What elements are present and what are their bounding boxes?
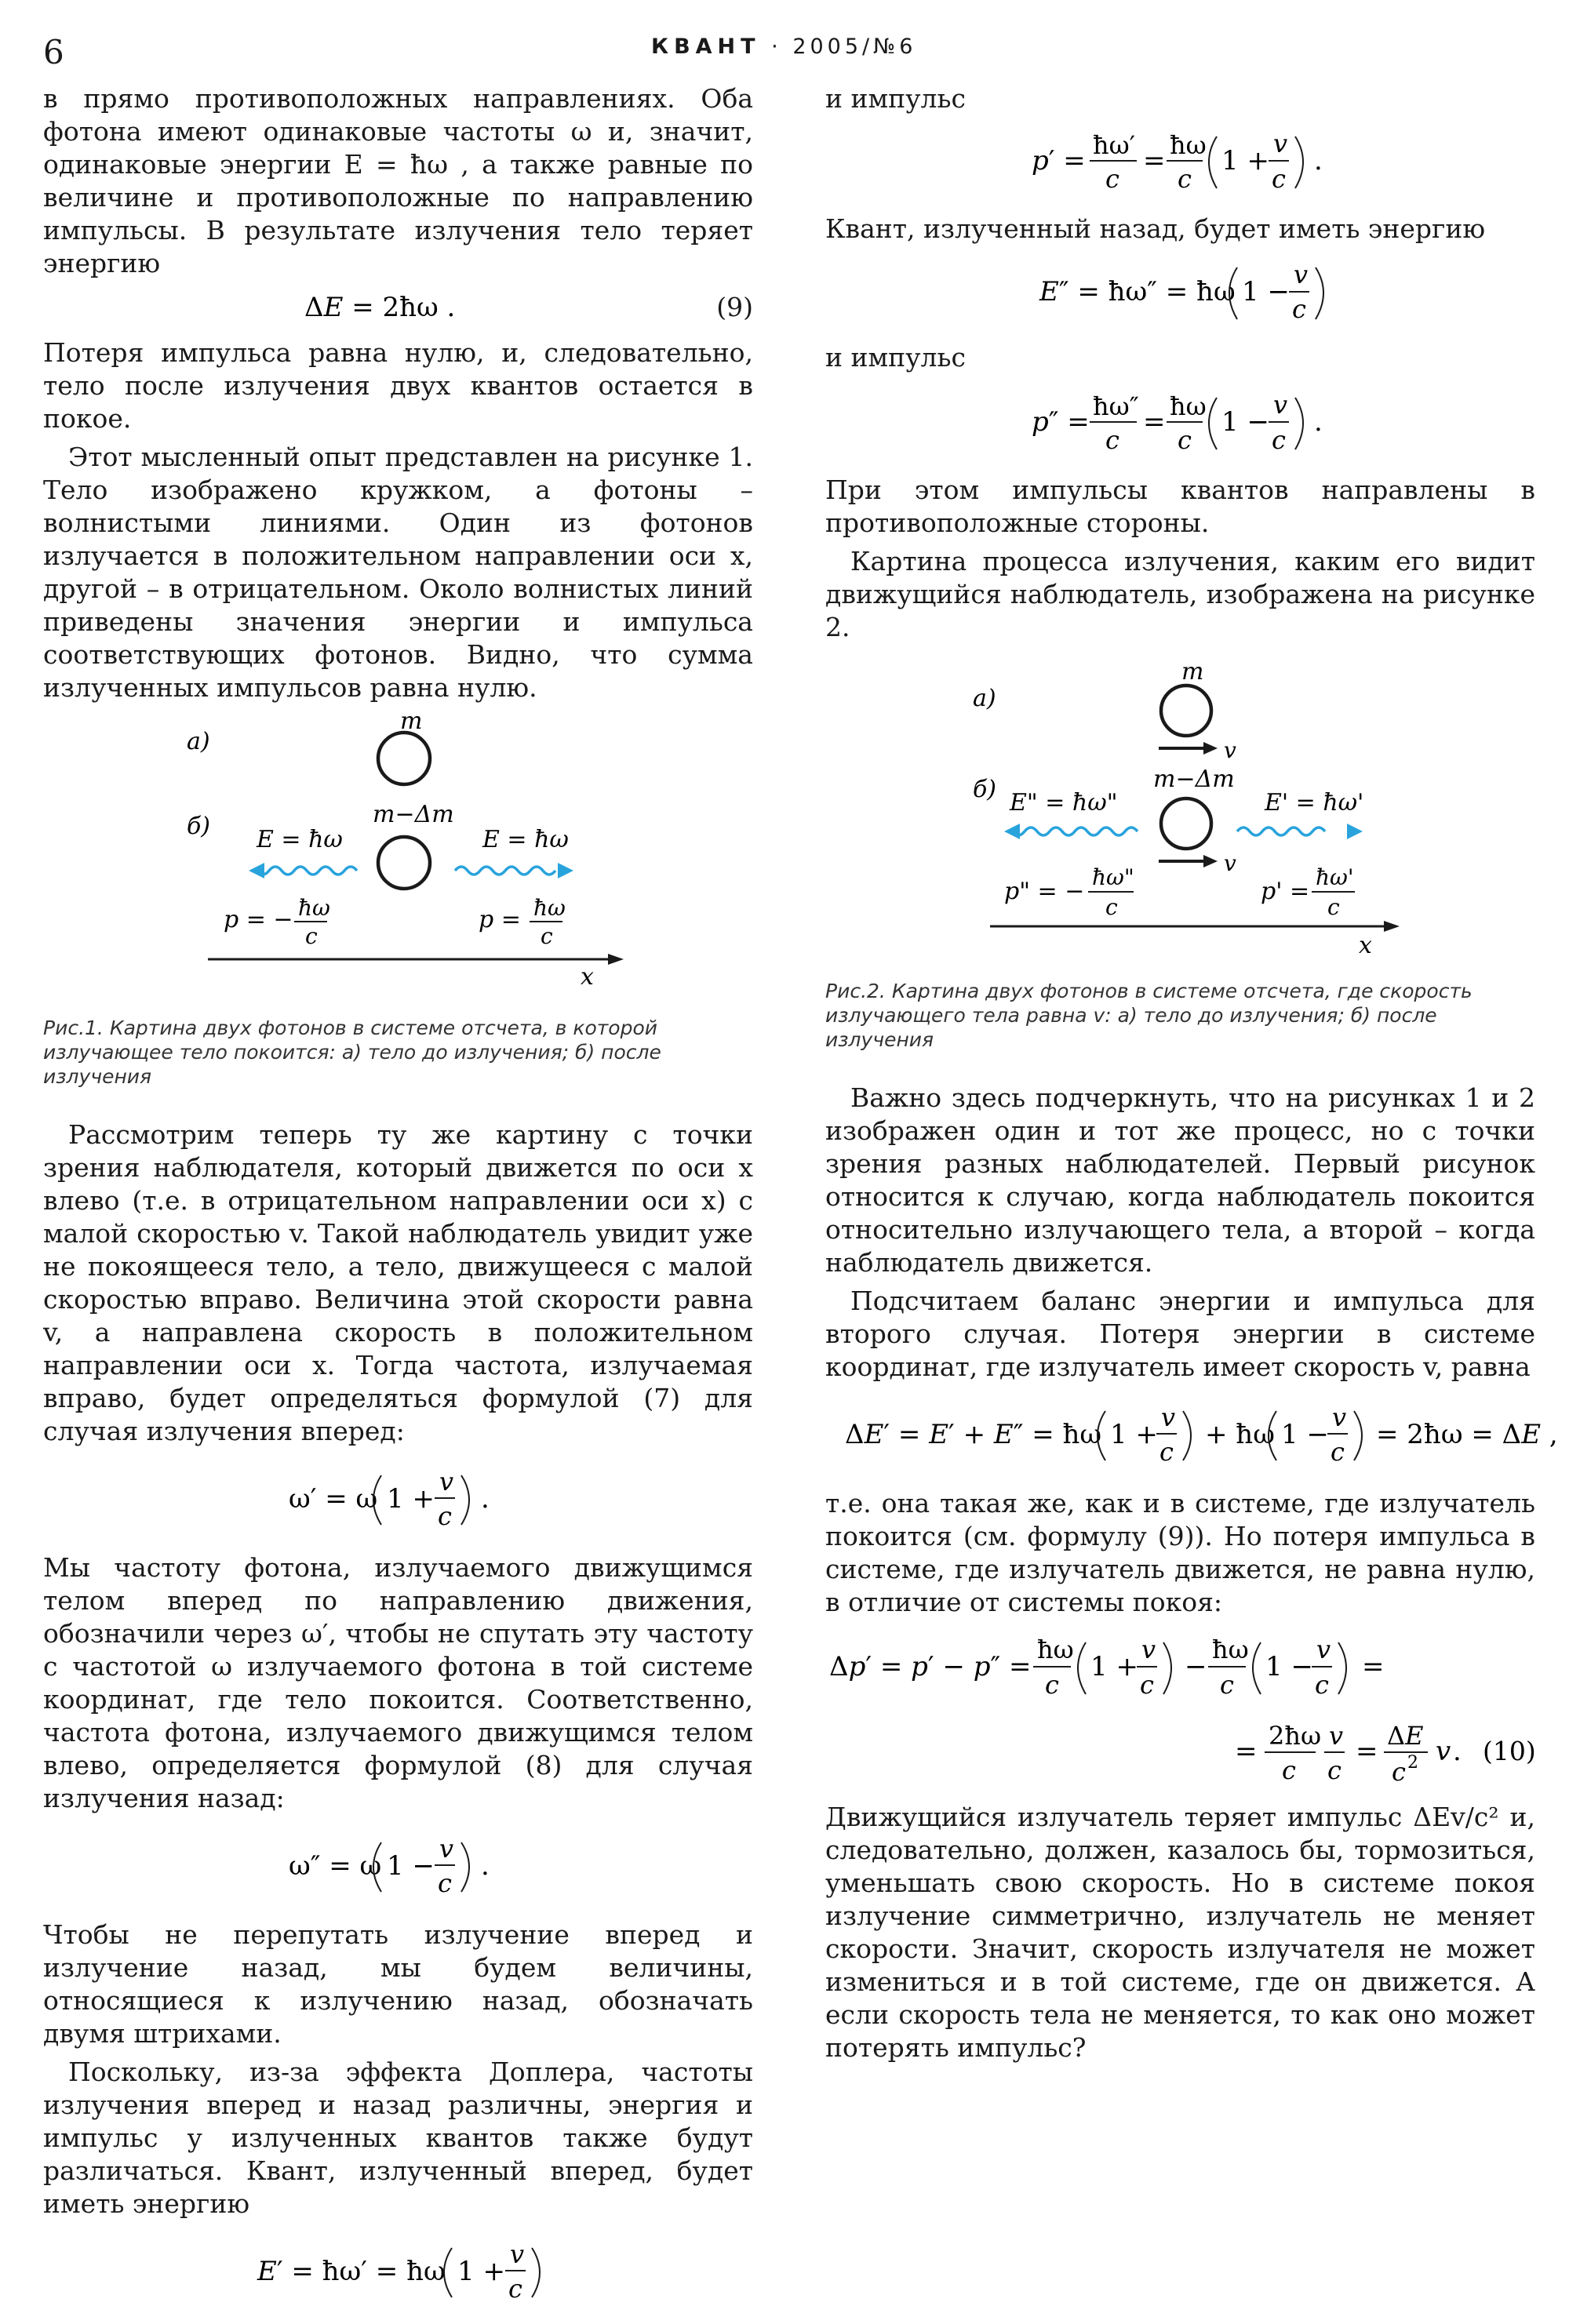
paragraph: При этом импульсы квантов направлены в противоположные стороны. <box>825 475 1535 538</box>
right-column <box>825 82 1558 2070</box>
fig2-energy-left: E" = ħω" <box>1010 789 1118 816</box>
svg-text:c: c <box>1220 1670 1234 1700</box>
figure-2 <box>825 649 1535 971</box>
svg-text:v: v <box>1161 1402 1176 1432</box>
journal-issue: · 2005/№6 <box>771 35 917 59</box>
paragraph: Подсчитаем баланс энергии и импульса для второго случая. Потеря энергии в системе координат, где излучатель имеет скорость v, равна <box>825 1286 1535 1382</box>
svg-text:c: c <box>437 1501 452 1531</box>
svg-text:= 2ħω = ΔE ,: = 2ħω = ΔE , <box>1376 1419 1558 1450</box>
svg-text:c: c <box>1159 1437 1174 1467</box>
photon-wave-left <box>257 867 357 875</box>
formula-e-double-prime-expr <box>1032 253 1330 332</box>
paragraph: и импульс <box>825 342 966 373</box>
formula-e-double-prime <box>825 253 1535 332</box>
svg-text:c: c <box>1271 425 1286 455</box>
formula-omega-prime <box>43 1456 753 1542</box>
svg-text:ω″ = ω: ω″ = ω <box>288 1850 381 1882</box>
svg-text:ΔE: ΔE <box>1387 1721 1424 1751</box>
figure-2-caption: Рис.2. Картина двух фотонов в системе отсчета, где скорость излучающего тела равна v: а) тело до излучения; б) после излучения <box>825 980 1473 1051</box>
paragraph: Чтобы не перепутать излучение вперед и излучение назад, мы будем величины, относящиеся к излучению назад, обозначать двумя штрихами. <box>43 1919 753 2049</box>
svg-text:c: c <box>1177 164 1192 194</box>
figure-1 <box>43 707 753 1008</box>
fig1-p-right-den: c <box>541 923 553 949</box>
fig2-label-b: б) <box>973 776 997 803</box>
svg-text:v: v <box>1272 390 1287 420</box>
fig1-p-left-den: c <box>305 923 318 949</box>
svg-text:c: c <box>1315 1670 1329 1700</box>
x-axis-arrow-icon <box>1384 921 1400 932</box>
svg-text:1 −: 1 − <box>386 1850 435 1882</box>
velocity-arrow-a-icon <box>1203 742 1218 755</box>
fig2-p-right: p' = <box>1261 878 1310 905</box>
svg-text:c: c <box>1327 1755 1341 1785</box>
fig1-energy-left: E = ħω <box>257 826 343 853</box>
fig1-p-right: p = <box>479 906 521 933</box>
formula-delta-p-prime <box>825 1627 1535 1791</box>
formula-p-prime <box>825 121 1535 203</box>
photon-wave-forward <box>1237 827 1325 835</box>
fig1-energy-right: E = ħω <box>482 826 569 853</box>
left-column <box>43 82 753 2324</box>
svg-text:.: . <box>1453 1736 1462 1767</box>
svg-text:c: c <box>1271 164 1286 194</box>
svg-text:c: c <box>1177 425 1192 455</box>
formula-delta-e-prime <box>825 1391 1558 1478</box>
equation-number: (10) <box>1483 1736 1536 1766</box>
journal-header <box>651 35 916 59</box>
fig2-energy-right: E' = ħω' <box>1265 789 1364 816</box>
svg-text:v: v <box>1293 260 1308 289</box>
fig1-label-b: б) <box>187 813 211 840</box>
svg-text:ω′ = ω: ω′ = ω <box>288 1483 377 1515</box>
moving-body-after-circle <box>1161 798 1211 849</box>
svg-text:1 +: 1 + <box>1221 145 1269 176</box>
svg-text:v: v <box>439 1834 453 1864</box>
svg-text:1 +: 1 + <box>1110 1419 1158 1450</box>
svg-text:ħω″: ħω″ <box>1092 391 1139 421</box>
paragraph: и импульс <box>825 83 966 114</box>
photon-arrow-back-icon <box>1004 824 1020 839</box>
svg-text:=: = <box>1235 1736 1258 1767</box>
fig2-p-left-num: ħω" <box>1092 864 1134 890</box>
svg-text:1 +: 1 + <box>386 1483 435 1515</box>
fig1-p-left: p = − <box>224 906 293 933</box>
svg-text:c: c <box>1140 1670 1154 1700</box>
svg-text:v: v <box>1141 1635 1156 1664</box>
fig2-mass-label: m <box>1181 658 1204 686</box>
formula-p-double-prime <box>825 382 1535 464</box>
paragraph: Этот мысленный опыт представлен на рисунке 1. Тело изображено кружком, а фотоны – волнистыми линиями. Один из фотонов излучается в положительном направлении оси x, другой – в отрицательном. Около волнистых линий приведены значения энергии и импульса соответствующих фотонов. Видно, что сумма излученных импульсов равна нулю. <box>43 442 753 703</box>
svg-text:1 −: 1 − <box>1281 1419 1329 1450</box>
svg-text:=: = <box>1362 1651 1385 1682</box>
svg-text:v: v <box>1272 129 1287 158</box>
svg-text:ħω: ħω <box>1037 1635 1074 1664</box>
svg-text:ΔE = 2ħω .: ΔE = 2ħω . <box>304 292 455 323</box>
svg-text:ħω: ħω <box>1169 391 1207 421</box>
svg-text:1 +: 1 + <box>457 2256 505 2287</box>
svg-text:1 −: 1 − <box>1241 276 1290 307</box>
paragraph: Рассмотрим теперь ту же картину с точки зрения наблюдателя, который движется по оси x влево (т.е. в отрицательном направлении оси x) с малой скоростью v. Такой наблюдатель увидит уже не покоящееся тело, а тело, движущееся с малой скоростью вправо. Величина этой скорости равна v, а направлена скорость в положительном направлении оси x. Тогда частота, излучаемая вправо, будет определяться формулой (7) для случая излучения вперед: <box>43 1119 753 1446</box>
fig1-mass-after-label: m−Δm <box>373 801 454 828</box>
paragraph: Потеря импульса равна нулю, и, следовательно, тело после излучения двух квантов остается в покое. <box>43 337 753 434</box>
svg-text:ħω: ħω <box>1169 130 1207 160</box>
svg-text:E′ = ħω′ = ħω: E′ = ħω′ = ħω <box>257 2256 446 2287</box>
svg-text:1 +: 1 + <box>1090 1651 1138 1682</box>
fig1-mass-label: m <box>400 707 423 735</box>
formula-delta-e <box>297 288 501 327</box>
svg-text:1 −: 1 − <box>1221 406 1269 438</box>
svg-text:c: c <box>1045 1670 1059 1700</box>
fig2-v-a: v <box>1224 737 1236 763</box>
svg-text:c: c <box>1331 1437 1345 1467</box>
fig1-label-a: а) <box>187 728 210 755</box>
svg-text:v: v <box>509 2239 524 2269</box>
formula-e-prime <box>43 2228 753 2315</box>
paragraph: Поскольку, из-за эффекта Доплера, частоты излучения вперед и назад различны, энергия и импульс у излученных квантов также будут различаться. Квант, излученный вперед, будет иметь энергию <box>43 2057 753 2219</box>
formula-omega-double-prime <box>43 1823 753 1909</box>
svg-text:=: = <box>1142 145 1165 176</box>
svg-text:c: c <box>508 2274 522 2304</box>
formula-delta-e-prime-expr <box>825 1391 1558 1478</box>
formula-p-double-prime-expr <box>1024 382 1338 464</box>
svg-text:p″ =: p″ = <box>1031 406 1090 438</box>
svg-text:v: v <box>439 1467 453 1497</box>
journal-title: КВАНТ <box>651 35 761 59</box>
svg-text:2: 2 <box>1407 1753 1418 1773</box>
figure-1-drawing <box>43 707 753 1000</box>
svg-text:ħω′: ħω′ <box>1092 130 1135 160</box>
fig2-p-right-den: c <box>1327 894 1340 920</box>
velocity-arrow-b-icon <box>1203 855 1218 867</box>
fig2-p-left-den: c <box>1105 894 1118 920</box>
svg-text:=: = <box>1356 1736 1378 1767</box>
fig2-label-a: а) <box>973 685 996 712</box>
formula-omega-prime-expr <box>281 1456 516 1542</box>
page-number: 6 <box>43 33 64 71</box>
svg-text:2ħω: 2ħω <box>1269 1721 1322 1751</box>
fig2-axis-label: x <box>1359 932 1372 959</box>
svg-text:c: c <box>437 1868 452 1898</box>
paragraph: в прямо противоположных направлениях. Оба фотона имеют одинаковые частоты ω и, значит, одинаковые энергии E = ħω , а также равные по величине и противоположные по направлению импульсы. В результате излучения тело теряет энергию <box>43 83 753 278</box>
formula-e-prime-expr <box>249 2228 548 2315</box>
formula-p-prime-expr <box>1024 121 1338 203</box>
svg-text:+ ħω: + ħω <box>1205 1419 1275 1450</box>
formula-delta-p-prime-expr <box>825 1627 1535 1791</box>
formula-omega-double-prime-expr <box>281 1823 516 1909</box>
moving-body-before-circle <box>1161 686 1211 736</box>
svg-text:v: v <box>1329 1721 1344 1751</box>
svg-text:.: . <box>480 1483 490 1515</box>
svg-text:c: c <box>1282 1755 1296 1785</box>
paragraph: Важно здесь подчеркнуть, что на рисунках 1 и 2 изображен один и тот же процесс, но с точки зрения разных наблюдателей. Первый рисунок относится к случаю, когда наблюдатель покоится относительно излучающего тела, а второй – когда наблюдатель движется. <box>825 1082 1535 1278</box>
svg-text:−: − <box>1185 1651 1207 1682</box>
photon-wave-right <box>455 867 555 875</box>
svg-text:=: = <box>1142 406 1165 438</box>
svg-text:v: v <box>1436 1736 1451 1767</box>
svg-text:.: . <box>1313 145 1323 176</box>
fig1-p-left-num: ħω <box>298 895 330 921</box>
svg-text:E″ = ħω″ = ħω: E″ = ħω″ = ħω <box>1039 276 1236 307</box>
figure-1-caption: Рис.1. Картина двух фотонов в системе отсчета, в которой излучающее тело покоится: а) тело до излучения; б) после излучения <box>43 1017 661 1088</box>
svg-text:c: c <box>1392 1757 1406 1787</box>
svg-text:c: c <box>1105 425 1119 455</box>
photon-arrow-forward-icon <box>1347 824 1363 839</box>
fig2-p-right-num: ħω' <box>1316 864 1354 890</box>
photon-wave-back <box>1012 827 1138 835</box>
fig2-p-left: p" = − <box>1004 878 1085 905</box>
svg-text:ħω: ħω <box>1212 1635 1249 1664</box>
svg-text:Δp′ = p′ − p″ =: Δp′ = p′ − p″ = <box>829 1651 1032 1682</box>
svg-text:v: v <box>1316 1635 1331 1664</box>
paragraph: Квант, излученный назад, будет иметь энергию <box>825 213 1486 244</box>
svg-text:c: c <box>1291 294 1306 324</box>
paragraph: т.е. она такая же, как и в системе, где излучатель покоится (см. формулу (9)). Но потеря импульса в системе, где излучатель движется, не равна нулю, в отличие от системы покоя: <box>825 1488 1535 1617</box>
paragraph: Картина процесса излучения, каким его видит движущийся наблюдатель, изображена на рисунке 2. <box>825 546 1535 642</box>
body-before-circle <box>378 733 430 784</box>
fig1-axis-label: x <box>581 963 594 991</box>
body-after-circle <box>378 837 430 889</box>
figure-2-drawing <box>825 649 1535 963</box>
svg-text:ΔE′ = E′ + E″ = ħω: ΔE′ = E′ + E″ = ħω <box>845 1419 1102 1450</box>
svg-text:.: . <box>1313 406 1323 438</box>
svg-text:1 −: 1 − <box>1265 1651 1313 1682</box>
fig2-v-b: v <box>1224 850 1236 876</box>
equation-number: (9) <box>716 292 753 322</box>
photon-arrow-left-icon <box>249 863 264 878</box>
paragraph: Движущийся излучатель теряет импульс ΔEv/c² и, следовательно, должен, казалось бы, тормозиться, уменьшать свою скорость. Но в системе покоя излучение симметрично, излучатель не меняет скорости. Значит, скорость излучателя не может измениться и в той системе, где он движется. А если скорость тела не меняется, то как оно может потерять импульс? <box>825 1802 1535 2063</box>
svg-text:v: v <box>1332 1402 1347 1432</box>
paragraph: Мы частоту фотона, излучаемого движущимся телом вперед по направлению движения, обозначили через ω′, чтобы не спутать эту частоту с частотой ω излучаемого фотона в той системе координат, где тело покоится. Соответственно, частота фотона, излучаемого движущимся телом влево, определяется формулой (8) для случая излучения назад: <box>43 1552 753 1813</box>
fig2-mass-after-label: m−Δm <box>1153 766 1235 793</box>
formula-9 <box>43 288 753 327</box>
svg-text:p′ =: p′ = <box>1031 145 1086 176</box>
photon-arrow-right-icon <box>558 863 573 878</box>
svg-text:c: c <box>1105 164 1119 194</box>
x-axis-arrow-icon <box>608 954 624 965</box>
svg-text:.: . <box>480 1850 490 1882</box>
fig1-p-right-num: ħω <box>533 895 566 921</box>
